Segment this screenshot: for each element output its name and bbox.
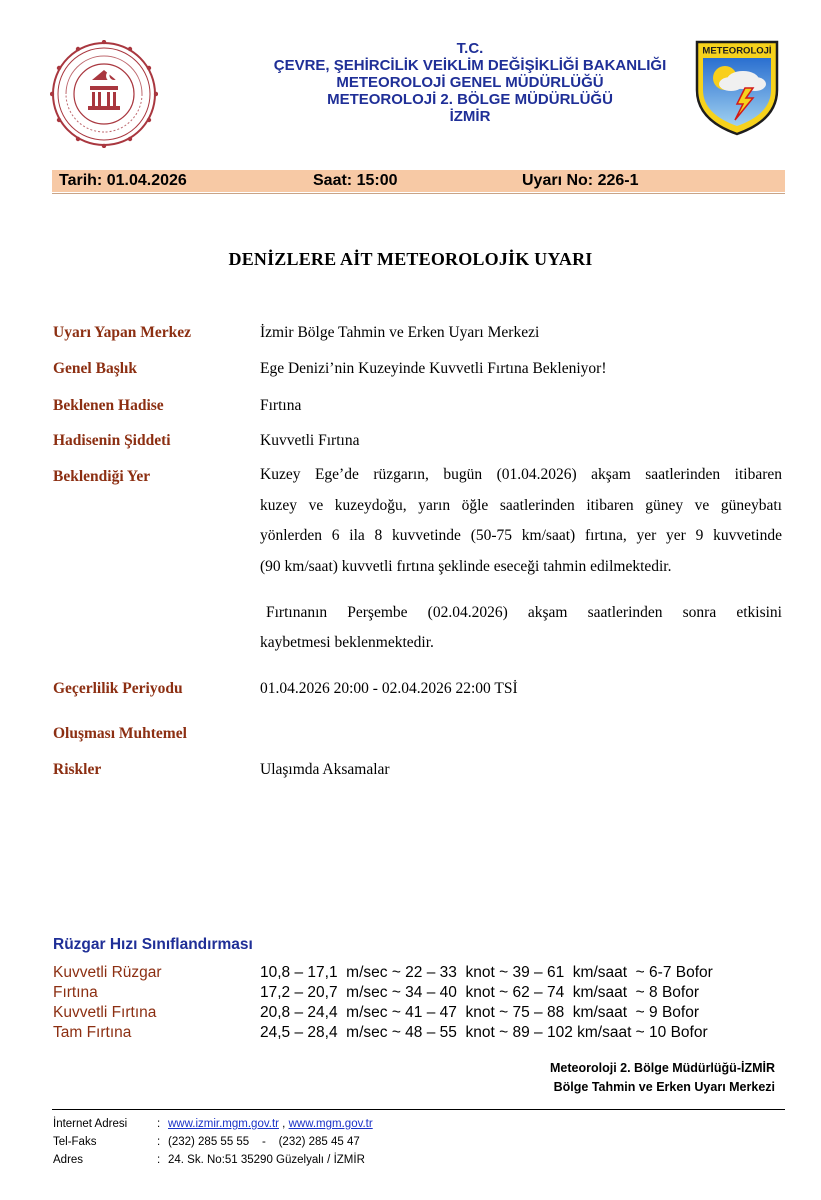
field-location-paragraph-1 [260,460,782,582]
header-line-general-directorate: METEOROLOJİ GENEL MÜDÜRLÜĞÜ [336,74,604,91]
field-headline-value: Ege Denizi’nin Kuzeyinde Kuvvetli Fırtına Bekleniyor! [260,360,607,377]
location-line: yönlerden 6 ila 8 kuvvetinde (50-75 km/saat) fırtına, yer yer 9 kuvvetinde [260,527,782,544]
location-line: (90 km/saat) kuvvetli fırtına şeklinde eseceği tahmin edilmektedir. [260,557,672,575]
footer-separator: : [157,1136,161,1148]
field-risks-label-1: Oluşması Muhtemel [53,725,187,742]
header-line-regional-directorate: METEOROLOJİ 2. BÖLGE MÜDÜRLÜĞÜ [327,91,613,108]
warning-date: Tarih: 01.04.2026 [59,172,187,189]
footer-web-label: İnternet Adresi [53,1118,128,1130]
field-risks-label-2: Riskler [53,761,102,778]
signature-line-1: Meteoroloji 2. Bölge Müdürlüğü-İZMİR [550,1061,775,1075]
field-validity-value: 01.04.2026 20:00 - 02.04.2026 22:00 TSİ [260,680,518,697]
wind-class-name: Kuvvetli Rüzgar [53,964,162,981]
location-line: Fırtınanın Perşembe (02.04.2026) akşam saatlerinden sonra etkisini [266,604,782,621]
field-event-value: Fırtına [260,397,302,414]
footer-separator: : [157,1118,161,1130]
footer-phone-label: Tel-Faks [53,1136,97,1148]
field-center-value: İzmir Bölge Tahmin ve Erken Uyarı Merkezi [260,324,540,341]
footer-web-links [168,1115,373,1133]
field-center-label: Uyarı Yapan Merkez [53,324,192,341]
link-mgm[interactable]: www.mgm.gov.tr [288,1118,373,1130]
field-risks-value: Ulaşımda Aksamalar [260,761,390,778]
issuer-signature [550,1059,775,1097]
header-line-city: İZMİR [449,108,491,125]
ministry-seal-logo [50,40,158,148]
location-line: kaybetmesi beklenmektedir. [260,634,434,651]
wind-class-values: 24,5 – 28,4 m/sec ~ 48 – 55 knot ~ 89 – 102 km/saat ~ 10 Bofor [260,1024,708,1041]
warning-info-bar [52,170,785,192]
header-line-ministry: ÇEVRE, ŞEHİRCİLİK VEİKLİM DEĞİŞİKLİĞİ BAKANLIĞI [273,57,667,74]
footer-comma: , [282,1118,286,1130]
logo-text: METEOROLOJİ [702,45,772,57]
warning-time: Saat: 15:00 [313,172,398,189]
field-severity-label: Hadisenin Şiddeti [53,432,171,449]
header-line-tc: T.C. [456,40,484,57]
info-bar-divider [52,193,785,194]
wind-classification-title: Rüzgar Hızı Sınıflandırması [53,936,253,953]
wind-row [53,963,793,983]
wind-class-values: 10,8 – 17,1 m/sec ~ 22 – 33 knot ~ 39 – 61 km/saat ~ 6-7 Bofor [260,964,713,981]
warning-number: Uyarı No: 226-1 [522,172,639,189]
footer-divider [52,1109,785,1110]
footer-address-label: Adres [53,1154,84,1166]
footer-separator: : [157,1154,161,1166]
footer-phone-value: (232) 285 55 55 - (232) 285 45 47 [168,1136,360,1148]
field-validity-label: Geçerlilik Periyodu [53,680,183,697]
location-line: Kuzey Ege’de rüzgarın, bugün (01.04.2026) akşam saatlerinden itibaren [260,466,782,483]
meteoroloji-logo [693,38,781,136]
field-location-label: Beklendiği Yer [53,468,151,485]
wind-class-values: 17,2 – 20,7 m/sec ~ 34 – 40 knot ~ 62 – 74 km/saat ~ 8 Bofor [260,984,700,1001]
field-headline-label: Genel Başlık [53,360,137,377]
wind-class-name: Fırtına [53,984,98,1001]
field-event-label: Beklenen Hadise [53,397,164,414]
wind-row [53,983,793,1003]
location-line: kuzey ve kuzeydoğu, yarın öğle saatlerinden itibaren güney ve güneybatı [260,496,782,514]
field-severity-value: Kuvvetli Fırtına [260,432,360,449]
wind-classification-table [53,963,793,1043]
footer-address-value: 24. Sk. No:51 35290 Güzelyalı / İZMİR [168,1154,365,1166]
wind-class-values: 20,8 – 24,4 m/sec ~ 41 – 47 knot ~ 75 – 88 km/saat ~ 9 Bofor [260,1004,700,1021]
document-title: DENİZLERE AİT METEOROLOJİK UYARI [228,249,593,269]
wind-row [53,1023,793,1043]
field-location-paragraph-2 [260,598,782,658]
wind-class-name: Kuvvetli Fırtına [53,1004,157,1021]
wind-row [53,1003,793,1023]
ministry-header [170,40,770,125]
link-izmir-mgm[interactable]: www.izmir.mgm.gov.tr [168,1118,279,1130]
wind-class-name: Tam Fırtına [53,1024,132,1041]
signature-line-2: Bölge Tahmin ve Erken Uyarı Merkezi [553,1080,775,1094]
